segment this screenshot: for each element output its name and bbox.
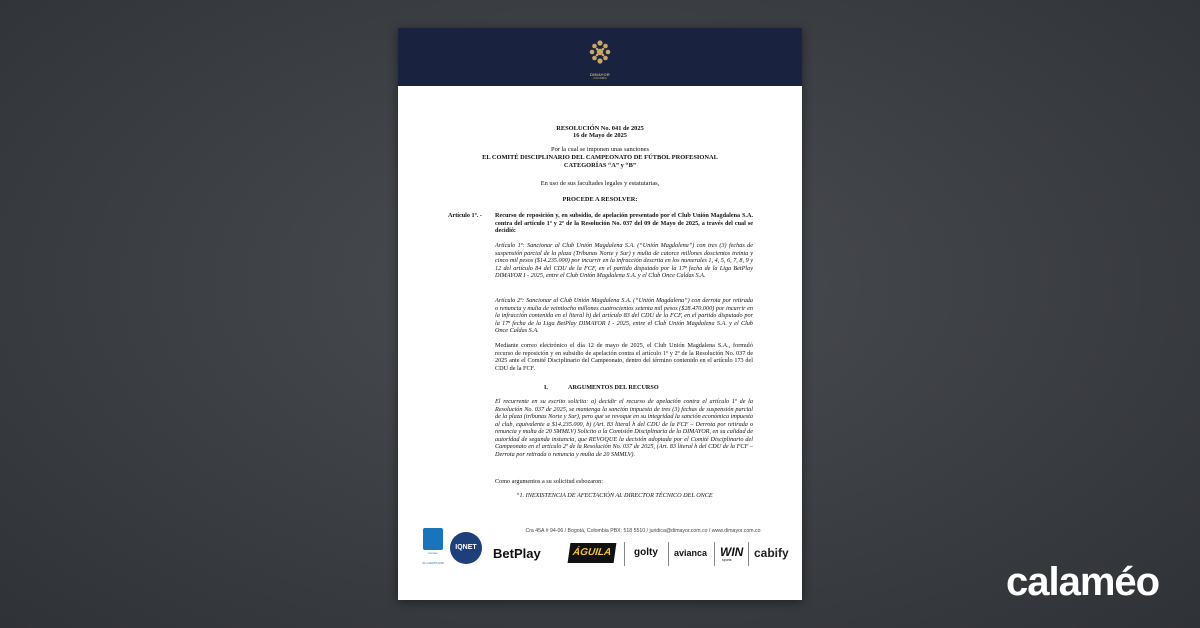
powers-line: En uso de sus facultades legales y estatutarias,	[540, 180, 660, 187]
document-page	[398, 28, 802, 600]
icontec-logo	[420, 528, 446, 564]
article1-label: Artículo 1º. -	[448, 212, 482, 219]
footer-logos	[398, 546, 802, 586]
dimayor-logo	[584, 38, 616, 78]
email-paragraph: Mediante correo electrónico el día 12 de mayo de 2025, el Club Unión Magdalena S.A., formuló recurso de reposición y en subsidio de apelación contra el artículo 1º y 2º de la Resolución No. 037 de 2025 ante el Comité Disciplinario del Campeonato, dentro del término contenido en el artículo 173 del CDU de la FCF.	[495, 342, 753, 372]
icontec-badge-icon	[423, 528, 443, 550]
quoted-article2: Artículo 2º: Sancionar al Club Unión Magdalena S.A. (“Unión Magdalena”) con derrota por retirada o renuncia y multa de veintiocho millones cuatrocientos setenta mil pesos ($28.470.000) por incurrir en la infracción contenida en el literal h) del artículo 83 del CDU de la FCF, en el partido disputado por la 17ª fecha de la Liga BetPlay DIMAYOR I - 2025, entre el Club Unión Magdalena S.A. y el Club Once Caldas S.A.	[495, 297, 753, 334]
resolve-heading: PROCEDE A RESOLVER:	[562, 196, 638, 203]
golty-logo: golty	[634, 547, 658, 558]
argument-1: “1. INEXISTENCIA DE AFECTACIÓN AL DIRECTOR TÉCNICO DEL ONCE	[516, 492, 713, 499]
header-band	[398, 28, 802, 86]
aguila-logo: ÁGUILA	[568, 543, 617, 563]
resolution-date: 16 de Mayo de 2025	[573, 132, 627, 139]
arguments-intro: Como argumentos a su solicitud esbozaron:	[495, 478, 603, 485]
section1-title: ARGUMENTOS DEL RECURSO	[568, 384, 659, 391]
dimayor-emblem-icon	[584, 38, 616, 72]
logo-text: DIMAYOR	[590, 72, 610, 77]
sponsor-divider	[624, 542, 625, 566]
avianca-logo: avianca	[674, 548, 708, 558]
article1-text: Recurso de reposición y, en subsidio, de apelación presentado por el Club Unión Magdalena S.A. contra del artículo 1º y 2º de la Resolución No. 037 del 09 de Mayo de 2025, a través del cual se decidió:	[495, 212, 753, 234]
resolution-title: RESOLUCIÓN No. 041 de 2025	[556, 125, 644, 132]
footer-address: Cra 45A # 94-06 / Bogotá, Colombia PBX: 518 5510 / juridica@dimayor.com.co / www.dimayor.com.co	[525, 528, 761, 534]
sponsor-divider	[714, 542, 715, 566]
betplay-logo: BetPlay	[493, 546, 541, 561]
win-sports-logo: WIN	[720, 545, 744, 559]
section1-number: I.	[544, 384, 548, 391]
categories-heading: CATEGORÍAS “A” y “B”	[563, 162, 637, 169]
sponsor-divider	[668, 542, 669, 566]
cabify-logo: cabify	[754, 546, 789, 560]
resolution-purpose: Por la cual se imponen unas sanciones	[551, 146, 649, 153]
quoted-article1: Artículo 1º: Sancionar al Club Unión Magdalena S.A. (“Unión Magdalena”) con tres (3) fechas de suspensión parcial de la plaza (Tribunas Norte y Sur) y multa de catorce millones doscientos treinta y cinco mil pesos ($14.235.000) por incurrir en la infracción descrita en los numerales 1, 4, 5, 6, 7, 8, 9 y 12 del artículo 84 del CDU de la FCF, en el partido disputado por la 17ª fecha de la Liga BetPlay DIMAYOR I - 2025, entre el Club Unión Magdalena S.A. y el Club Once Caldas S.A.	[495, 242, 753, 279]
icontec-label: icontec	[428, 551, 438, 555]
win-sports-subtext: sports	[722, 558, 732, 562]
sponsor-divider	[748, 542, 749, 566]
logo-subtext: COLOMBIA	[593, 77, 607, 80]
calameo-watermark: calaméo	[1006, 560, 1160, 604]
request-paragraph: El recurrente en su escrito solicita: a) decidir el recurso de apelación contra el artículo 1º de la Resolución No. 037 de 2025, se mantenga la sanción impuesta de tres (3) fechas de suspensión parcial de la plaza (tribunas Norte y Sur), pero que se revoque en su integridad la sanción económica impuesta al club, equivalente a $14.235.000, b) (Art. 83 literal h del CDU de la FCF – Derrota por retirada o renuncia y multa de 20 SMMLV) Solicito a la Comisión Disciplinaria de la DIMAYOR, en su calidad de autoridad de segunda instancia, que REVOQUE la decisión adoptada por el Comité Disciplinario del Campeonato en el artículo 2º de la Resolución No. 037 de 2025, (Art. 83 literal h del CDU de la FCF – Derrota por retirada o renuncia y multa de 20 SMMLV).	[495, 398, 753, 458]
committee-heading: EL COMITÉ DISCIPLINARIO DEL CAMPEONATO DE FÚTBOL PROFESIONAL	[482, 154, 718, 161]
icontec-certificate: SC-CER571198	[422, 561, 444, 565]
iqnet-logo: IQNET	[450, 532, 482, 564]
